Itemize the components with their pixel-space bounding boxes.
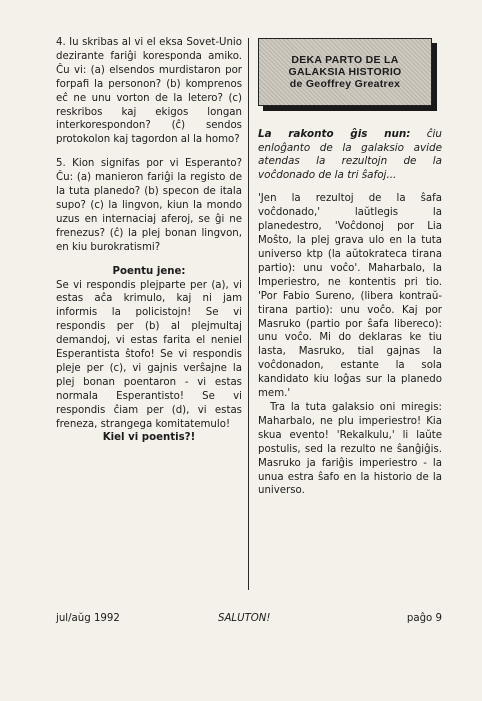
story-intro [258, 128, 442, 182]
intro-label: La rakonto ĝis nun: [258, 128, 411, 140]
story-paragraph-1: 'Jen la rezultoj de la ŝafa voĉdonado,' laŭtlegis la planedestro, 'Voĉdonoj por Lia Moŝto, la plej grava ulo en la tuta universo ktp (la aŭtokrateca tirana partio): unu voĉo'. Maharbalo, la Imperiestro, ne kontentis pri tio. 'Por Fabio Sureno, (libera kontraŭ-tirana partio): unu voĉo. Kaj por Masruko (partio por ŝafa libereco): unu voĉo. Mi do deklaras ke tiu lasta, Masruko, tial gajnas la voĉdonadon, estante la sola kandidato kiu loĝas sur la planedo mem.' [258, 193, 442, 400]
story-title-line-2: GALAKSIA HISTORIO [288, 66, 402, 78]
scoring-heading: Poentu jene: [112, 265, 186, 277]
story-column [258, 36, 442, 498]
quiz-column [56, 36, 242, 445]
quiz-question-5: 5. Kion signifas por vi Esperanto? Ĉu: (a) manieron fariĝi la registo de la tuta planedo? (b) specon de itala supo? (c) la lingvon, kiun la mondo uzus en internaciaj aferoj, se ĝi ne frenezus? (ĉ) la plej bonan lingvon, en kiu burokratismi? [56, 158, 242, 253]
issue-date: jul/aŭg 1992 [56, 613, 120, 624]
story-title-line-1: DEKA PARTO DE LA [291, 54, 399, 66]
story-title-box [258, 38, 432, 106]
page-footer [56, 613, 442, 627]
column-divider [248, 38, 249, 590]
quiz-question-4: 4. Iu skribas al vi el eksa Sovet-Unio dezirante fariĝi koresponda amiko. Ĉu vi: (a) elsendos murdistaron por forpafi la personon? (b) komprenos eĉ ne unu vorton de la letero? (c) reskribos kaj ekigos longan interkorespondon? (ĉ) sendos protokolon kaj tagordon al la homo? [56, 37, 242, 146]
intro-text: ĉiu enloĝanto de la galaksio avide atendas la rezultojn de la voĉdonado de la tri ŝafoj... [258, 128, 442, 181]
story-author: de Geoffrey Greatrex [289, 78, 401, 90]
magazine-name: SALUTON! [218, 613, 271, 624]
scoring-text: Se vi respondis plejparte per (a), vi estas aĉa krimulo, kaj ni jam informis la policistojn! Se vi respondis per (b) al plejmultaj demandoj, vi estas farita el neniel Esperantista ŝtofo! Se vi respondis pleje per (c), vi gajnis verŝajne la plej bonan poentaron - vi estas normala Esperantisto! Se vi respondis ĉiam per (d), vi estas freneza, strangega komitatemulo! [56, 279, 242, 430]
quiz-closing: Kiel vi poentis?! [102, 432, 196, 444]
page-number: paĝo 9 [406, 613, 442, 624]
story-paragraph-2: Tra la tuta galaksio oni miregis: Maharbalo, ne plu imperiestro! Kia skua evento! 'Rekalkulu,' li laŭte postulis, sed la rezulto ne ŝanĝiĝis. Masruko ja fariĝis imperiestro - la unua estra ŝafo en la historio de la universo. [258, 401, 442, 497]
